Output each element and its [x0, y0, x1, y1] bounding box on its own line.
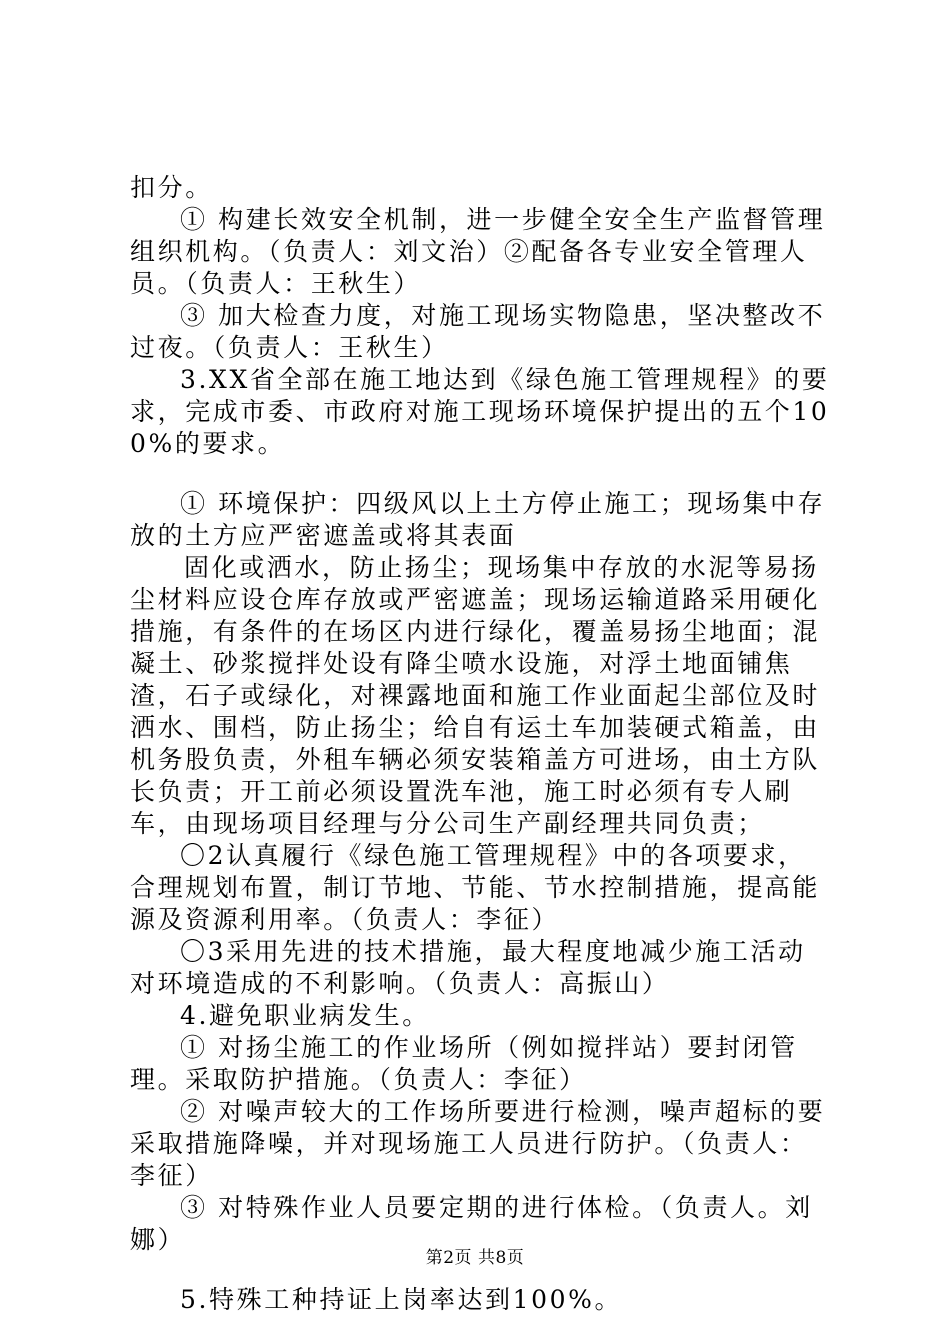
paragraph-deduct: 扣分。 [130, 173, 213, 202]
paragraph-green-construction: 3.XX省全部在施工地达到《绿色施工管理规程》的要求，完成市委、市政府对施工现场环境保护提出的五个100%的要求。 [130, 365, 830, 458]
paragraph-inspection: ③ 加大检查力度，对施工现场实物隐患，坚决整改不过夜。（负责人：王秋生） [130, 301, 826, 362]
page-number-footer: 第2页 共8页 [425, 1248, 525, 1268]
paragraph-green-rules: 〇2认真履行《绿色施工管理规程》中的各项要求，合理规划布置，制订节地、节能、节水控制措施，提高能源及资源利用率。（负责人：李征） [130, 841, 821, 934]
paragraph-environmental-protection: ① 环境保护：四级风以上土方停止施工；现场集中存放的土方应严密遮盖或将其表面 [130, 489, 826, 550]
paragraph-occupational-disease: 4.避免职业病发生。 [180, 1001, 430, 1030]
paragraph-safety-mechanism: ① 构建长效安全机制，进一步健全安全生产监督管理组织机构。（负责人：刘文治）②配备各专业安全管理人员。（负责人：王秋生） [130, 205, 826, 298]
document-body [130, 172, 830, 1316]
paragraph-dust-workplace: ① 对扬尘施工的作业场所（例如搅拌站）要封闭管理。采取防护措施。（负责人：李征） [130, 1033, 798, 1094]
paragraph-certification: 5.特殊工种持证上岗率达到100%。 [180, 1285, 623, 1314]
paragraph-dust-control: 固化或洒水，防止扬尘；现场集中存放的水泥等易扬尘材料应设仓库存放或严密遮盖；现场运输道路采用硬化措施，有条件的在场区内进行绿化，覆盖易扬尘地面；混凝土、砂浆搅拌处设有降尘喷水设施，对浮土地面铺焦渣，石子或绿化，对裸露地面和施工作业面起尘部位及时洒水、围档，防止扬尘；给自有运土车加装硬式箱盖，由机务股负责，外租车辆必须安装箱盖方可进场，由土方队长负责；开工前必须设置洗车池，施工时必须有专人刷车，由现场项目经理与分公司生产副经理共同负责； [130, 553, 821, 838]
paragraph-advanced-technology: 〇3采用先进的技术措施，最大程度地减少施工活动对环境造成的不利影响。（负责人：高振山） [130, 937, 806, 998]
paragraph-noise: ② 对噪声较大的工作场所要进行检测，噪声超标的要采取措施降噪，并对现场施工人员进行防护。（负责人：李征） [130, 1097, 826, 1190]
paragraph-medical-exam: ③ 对特殊作业人员要定期的进行体检。（负责人。刘娜） [130, 1193, 813, 1254]
